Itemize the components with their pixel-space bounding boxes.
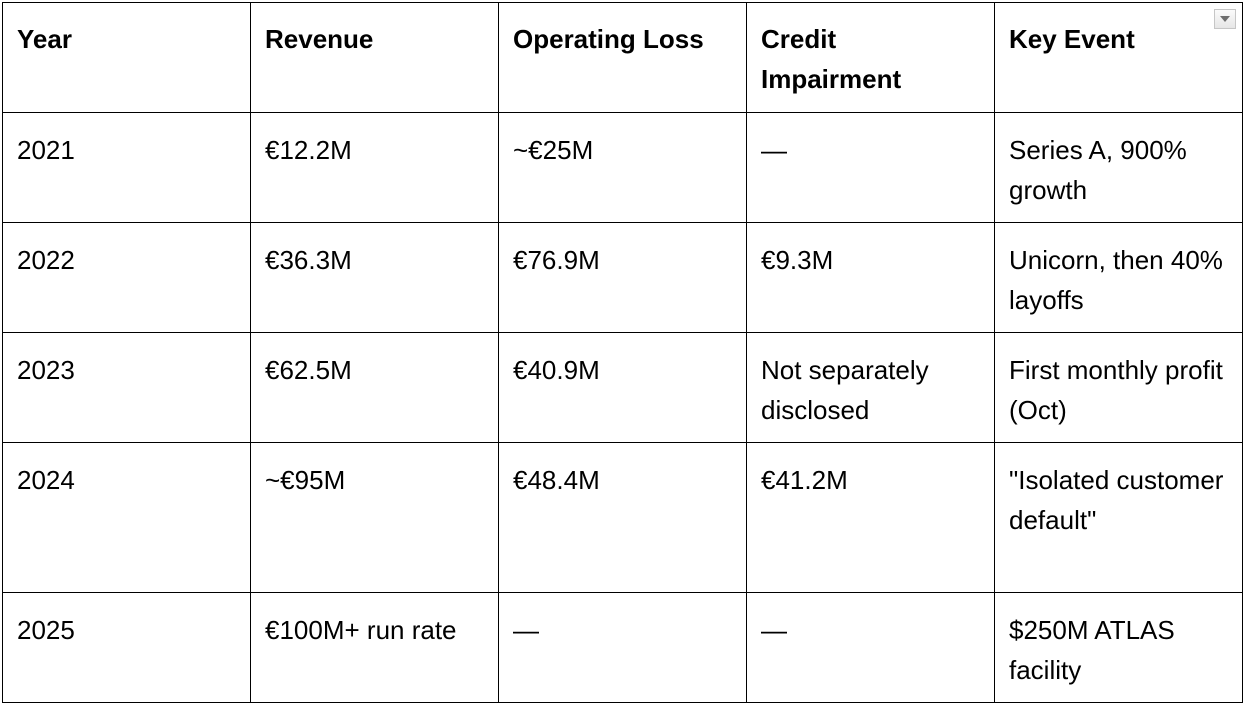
table-row [3, 223, 1243, 333]
table-row [3, 443, 1243, 593]
cell-revenue: €36.3M [251, 223, 499, 333]
cell-revenue: €100M+ run rate [251, 593, 499, 703]
header-operating-loss: Operating Loss [499, 3, 747, 113]
cell-credit-impairment: — [747, 113, 995, 223]
table-row [3, 113, 1243, 223]
cell-revenue: €12.2M [251, 113, 499, 223]
table-row [3, 333, 1243, 443]
cell-operating-loss: — [499, 593, 747, 703]
header-year: Year [3, 3, 251, 113]
cell-revenue: ~€95M [251, 443, 499, 593]
cell-credit-impairment: €9.3M [747, 223, 995, 333]
cell-year: 2021 [3, 113, 251, 223]
cell-key-event: Series A, 900% growth [995, 113, 1243, 223]
cell-key-event: First monthly profit (Oct) [995, 333, 1243, 443]
chevron-down-icon [1220, 16, 1230, 22]
header-key-event [995, 3, 1243, 113]
header-credit-impairment: Credit Impairment [747, 3, 995, 113]
cell-revenue: €62.5M [251, 333, 499, 443]
cell-credit-impairment: — [747, 593, 995, 703]
cell-key-event: $250M ATLAS facility [995, 593, 1243, 703]
cell-key-event: Unicorn, then 40% layoffs [995, 223, 1243, 333]
cell-credit-impairment: €41.2M [747, 443, 995, 593]
financial-table [2, 2, 1243, 703]
table-row [3, 593, 1243, 703]
header-revenue: Revenue [251, 3, 499, 113]
cell-key-event: "Isolated customer default" [995, 443, 1243, 593]
cell-operating-loss: €48.4M [499, 443, 747, 593]
cell-operating-loss: €40.9M [499, 333, 747, 443]
cell-operating-loss: ~€25M [499, 113, 747, 223]
table-header-row [3, 3, 1243, 113]
cell-year: 2023 [3, 333, 251, 443]
cell-credit-impairment: Not separately disclosed [747, 333, 995, 443]
column-dropdown-button[interactable] [1214, 9, 1236, 29]
header-key-event-label: Key Event [1009, 24, 1135, 54]
cell-year: 2024 [3, 443, 251, 593]
cell-year: 2022 [3, 223, 251, 333]
cell-operating-loss: €76.9M [499, 223, 747, 333]
cell-year: 2025 [3, 593, 251, 703]
